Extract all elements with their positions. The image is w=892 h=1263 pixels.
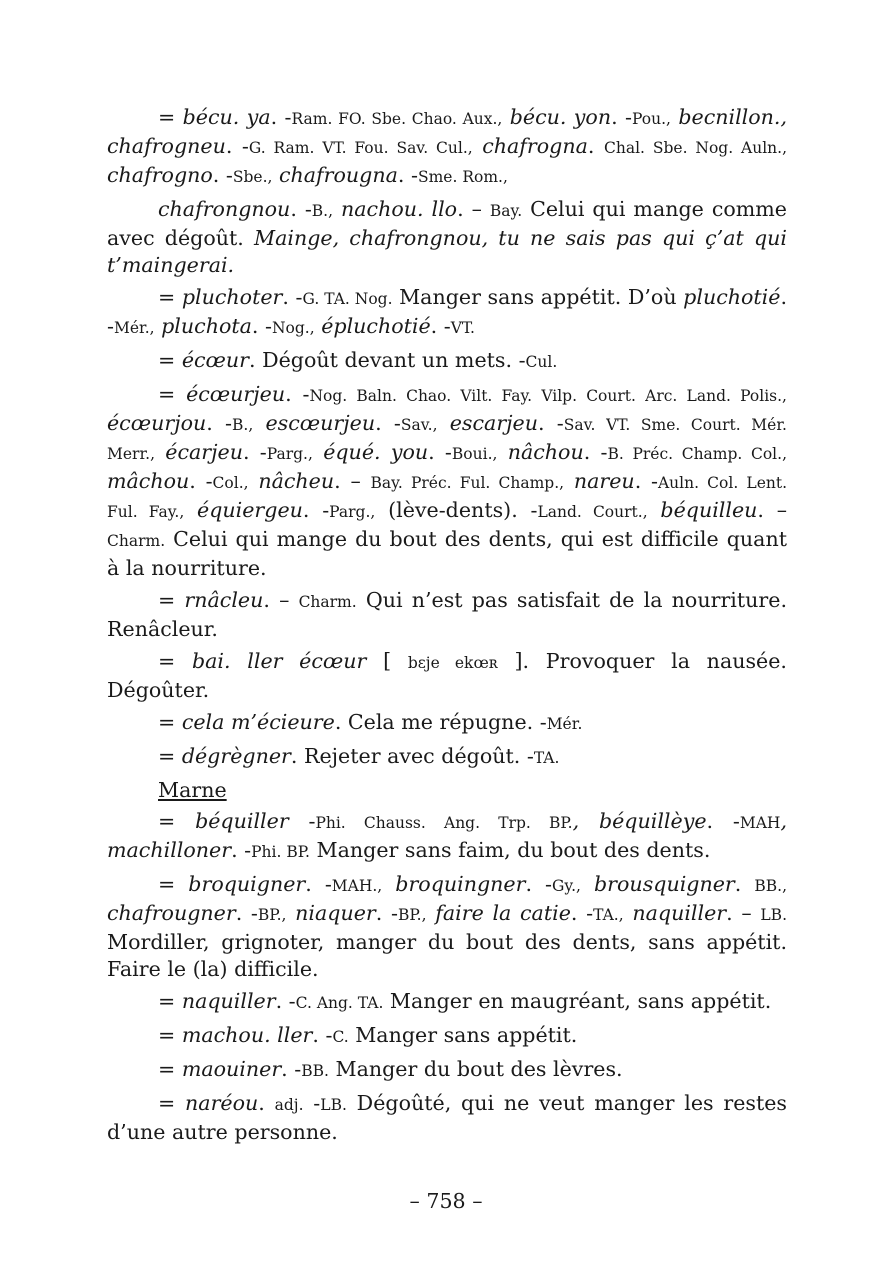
locality-abbrev: Sme. Rom., [417, 168, 508, 186]
locality-abbrev: Charm. [298, 593, 357, 611]
text-segment: = [158, 348, 182, 372]
locality-abbrev: BB., [754, 877, 788, 895]
text-segment [497, 440, 507, 464]
entry-paragraph [107, 648, 787, 704]
headword: Mainge, chafrongnou, tu ne sais pas qui ç’at qui t’maingerai. [107, 226, 787, 277]
locality-abbrev: C. Ang. TA. [295, 994, 384, 1012]
text-segment: . - [225, 134, 249, 158]
headword: béquilleu [660, 498, 758, 522]
headword: chafrougna [278, 163, 398, 187]
text-segment: . - [302, 498, 330, 522]
locality-abbrev: Auln. Col. Lent. Ful. Fay., [107, 474, 788, 521]
headword: chafrogno [107, 163, 213, 187]
entry-paragraph [107, 284, 787, 342]
text-segment [253, 411, 265, 435]
entry-paragraph [107, 381, 787, 582]
text-segment: . - [242, 440, 267, 464]
entry-paragraph [107, 587, 787, 643]
text-segment [438, 411, 450, 435]
text-segment: . - [375, 901, 398, 925]
entry-paragraph [107, 988, 787, 1017]
headword: escœurjeu [265, 411, 376, 435]
headword: broquingner [395, 872, 526, 896]
text-segment: . - [189, 469, 213, 493]
text-segment: . – [757, 498, 788, 522]
text-segment: . - [583, 440, 608, 464]
text-segment: . - [570, 901, 594, 925]
text-segment [427, 901, 436, 925]
headword: épluchotié [321, 314, 431, 338]
headword: écœurjou [107, 411, 207, 435]
text-segment: . – [263, 588, 299, 612]
headword: nareu [573, 469, 635, 493]
entry-paragraph [107, 808, 787, 866]
locality-abbrev: Phi. Chauss. Ang. Trp. BP. [315, 814, 573, 832]
headword: naquiller [181, 989, 276, 1013]
locality-abbrev: Chal. Sbe. Nog. Auln., [603, 139, 788, 157]
text-segment [473, 134, 483, 158]
text-segment [155, 440, 165, 464]
locality-abbrev: B., [311, 202, 334, 220]
text-segment: Dégoûté, qui ne veut manger les restes d’une autre personne. [107, 1091, 788, 1144]
text-segment: . Rejeter avec dégoût. - [290, 744, 534, 768]
headword: bécu. ya [182, 105, 271, 129]
locality-abbrev: bɛje ekœʀ [407, 654, 498, 672]
text-segment: . - [285, 382, 310, 406]
headword: pluchotié [683, 285, 781, 309]
headword: chafrougner [107, 901, 236, 925]
locality-abbrev: Sav., [400, 416, 438, 434]
locality-abbrev: Land. Court., [537, 503, 648, 521]
text-segment: = [158, 382, 187, 406]
locality-abbrev: LB. [760, 906, 788, 924]
text-segment: . – [457, 197, 490, 221]
locality-abbrev: TA., [593, 906, 624, 924]
locality-abbrev: Charm. [107, 532, 166, 550]
headword: naquiller [632, 901, 727, 925]
text-segment: Manger en maugréant, sans appétit. [383, 989, 772, 1013]
text-segment: = [158, 649, 192, 673]
text-segment: Celui qui mange comme avec dégoût. [107, 197, 787, 250]
headword: équé. you [323, 440, 429, 464]
text-segment: . [258, 1091, 275, 1115]
entry-paragraph [107, 196, 787, 279]
text-segment: . - [430, 314, 451, 338]
locality-abbrev: TA. [533, 749, 560, 767]
text-segment: - [303, 1091, 321, 1115]
locality-abbrev: Sav. VT. Sme. Court. Mér. Merr., [107, 416, 787, 463]
headword: béquiller [195, 809, 289, 833]
section-heading-text: Marne [158, 778, 227, 802]
text-segment: . - [305, 872, 332, 896]
text-segment: ]. Provoquer la nausée. Dégoûter. [107, 649, 787, 702]
locality-abbrev: BP., [397, 906, 427, 924]
headword: brousquigner [594, 872, 735, 896]
text-segment [382, 872, 395, 896]
entry-paragraph [107, 1022, 787, 1051]
text-segment: Qui n’est pas satisfait de la nourriture. Renâcleur. [107, 588, 787, 641]
text-segment: = [158, 989, 182, 1013]
locality-abbrev: Cul. [525, 353, 558, 371]
text-segment: . - [428, 440, 452, 464]
locality-abbrev: Phi. BP. [251, 843, 310, 861]
text-segment: [ [366, 649, 408, 673]
text-segment: . - [397, 163, 418, 187]
entry-paragraph [107, 709, 787, 738]
text-segment: = [158, 588, 185, 612]
headword: escarjeu [449, 411, 538, 435]
headword: bai. ller écœur [191, 649, 367, 673]
text-segment: Manger du bout des lèvres. [328, 1057, 623, 1081]
text-segment: . - [312, 1023, 333, 1047]
text-segment: . - [275, 989, 296, 1013]
text-segment: . [587, 134, 604, 158]
locality-abbrev: BB. [301, 1062, 329, 1080]
headword: mâchou [107, 469, 190, 493]
headword: nâcheu [258, 469, 335, 493]
headword: bécu. yon [509, 105, 612, 129]
text-segment: = [158, 1057, 182, 1081]
text-segment [648, 498, 661, 522]
headword: faire la catie [435, 901, 571, 925]
text-segment: . - [375, 411, 401, 435]
entry-paragraph [107, 104, 787, 191]
locality-abbrev: LB. [320, 1096, 347, 1114]
locality-abbrev: Sbe., [232, 168, 273, 186]
headword: becnillon., chafrogneu [107, 105, 788, 158]
text-segment: = [158, 105, 183, 129]
locality-abbrev: G. TA. Nog. [302, 290, 393, 308]
headword: , béquillèye [572, 809, 707, 833]
locality-abbrev: Pou., [631, 110, 671, 128]
locality-abbrev: MAH., [331, 877, 383, 895]
page-number: – 758 – [409, 1189, 483, 1213]
headword: écœur [181, 348, 250, 372]
headword: niaquer [295, 901, 376, 925]
headword: pluchoter [181, 285, 283, 309]
text-segment: Manger sans appétit. D’où [392, 285, 684, 309]
text-segment: = [158, 1023, 182, 1047]
text-segment: . - [634, 469, 658, 493]
locality-abbrev: B. Préc. Champ. Col., [607, 445, 787, 463]
text-segment: (lève-dents). - [375, 498, 538, 522]
headword: chafrongnou [158, 197, 291, 221]
entry-paragraph [107, 871, 787, 983]
text-segment: . - [525, 872, 553, 896]
locality-abbrev: Nog. Baln. Chao. Vilt. Fay. Vilp. Court. Arc. Land. Polis., [309, 387, 787, 405]
text-segment: . Dégoût devant un mets. - [249, 348, 526, 372]
text-segment: = [158, 744, 182, 768]
text-segment: . – [726, 901, 761, 925]
locality-abbrev: C. [332, 1028, 349, 1046]
text-segment: . – [334, 469, 371, 493]
locality-abbrev: Nog., [271, 319, 315, 337]
text-segment: . - [251, 314, 272, 338]
text-segment [286, 901, 295, 925]
page-body [107, 104, 787, 1151]
headword: nachou. llo [341, 197, 458, 221]
headword: cela m’écieure [181, 710, 335, 734]
text-segment [564, 469, 574, 493]
locality-abbrev: Bay. [489, 202, 523, 220]
locality-abbrev: Gy., [552, 877, 581, 895]
text-segment: Manger sans appétit. [348, 1023, 578, 1047]
headword: broquigner [188, 872, 306, 896]
headword: équiergeu [197, 498, 303, 522]
text-segment: . [734, 872, 755, 896]
text-segment: . - [706, 809, 740, 833]
headword: maouiner [181, 1057, 282, 1081]
locality-abbrev: Boui., [451, 445, 498, 463]
text-segment [184, 498, 197, 522]
text-segment: . Cela me répugne. - [334, 710, 547, 734]
locality-abbrev: Parg., [329, 503, 376, 521]
entry-paragraph [107, 1090, 787, 1146]
text-segment [502, 105, 509, 129]
text-segment: . - [290, 197, 312, 221]
locality-abbrev: VT. [450, 319, 475, 337]
headword: écarjeu [165, 440, 243, 464]
text-segment [313, 440, 323, 464]
text-segment [581, 872, 594, 896]
headword: naréou [185, 1091, 259, 1115]
text-segment: . - [538, 411, 564, 435]
text-segment: Manger sans faim, du bout des dents. [309, 838, 711, 862]
locality-abbrev: Parg., [266, 445, 313, 463]
locality-abbrev: Col., [212, 474, 249, 492]
text-segment: = [158, 285, 182, 309]
locality-abbrev: Mér. [546, 715, 583, 733]
text-segment: = [158, 809, 196, 833]
text-segment: . - [611, 105, 632, 129]
text-segment: = [158, 710, 182, 734]
headword: rnâcleu [184, 588, 264, 612]
entry-paragraph [107, 1056, 787, 1085]
headword: , machilloner [107, 809, 787, 862]
headword: machou. ller [181, 1023, 313, 1047]
headword: pluchota [161, 314, 252, 338]
text-segment: . - [270, 105, 292, 129]
locality-abbrev: Bay. Préc. Ful. Champ., [370, 474, 565, 492]
entry-paragraph [107, 347, 787, 376]
text-segment: = [158, 872, 189, 896]
text-segment: . - [281, 1057, 302, 1081]
text-segment: = [158, 1091, 186, 1115]
text-segment [249, 469, 259, 493]
headword: écœurjeu [186, 382, 286, 406]
locality-abbrev: G. Ram. VT. Fou. Sav. Cul., [248, 139, 473, 157]
text-segment: Celui qui mange du bout des dents, qui est difficile quant à la nourriture. [107, 527, 787, 580]
locality-abbrev: BP., [257, 906, 287, 924]
headword: chafrogna [482, 134, 588, 158]
text-segment: . - [235, 901, 258, 925]
text-segment: . - [231, 838, 252, 862]
headword: dégrègner [181, 744, 291, 768]
section-heading [107, 777, 787, 804]
text-segment: . - [212, 163, 233, 187]
text-segment: . - [206, 411, 232, 435]
locality-abbrev: Ram. FO. Sbe. Chao. Aux., [291, 110, 503, 128]
headword: nâchou [507, 440, 584, 464]
text-segment: - [288, 809, 316, 833]
entry-paragraph [107, 743, 787, 772]
locality-abbrev: adj. [274, 1096, 304, 1114]
text-segment: . - [282, 285, 303, 309]
text-segment: . - [107, 285, 787, 338]
locality-abbrev: MAH [739, 814, 781, 832]
locality-abbrev: Mér., [113, 319, 155, 337]
text-segment [333, 197, 341, 221]
locality-abbrev: B., [232, 416, 254, 434]
text-segment: Mordiller, grignoter, manger du bout des dents, sans appétit. Faire le (la) difficile. [107, 930, 787, 981]
